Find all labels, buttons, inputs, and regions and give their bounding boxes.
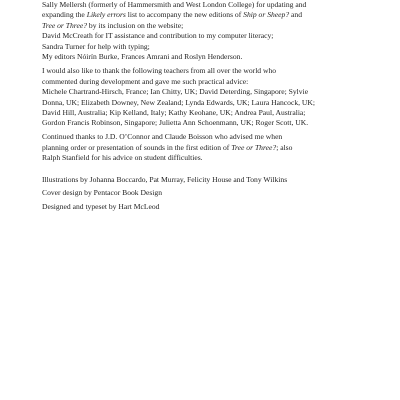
- text-line: Continued thanks to J.D. O’Connor and Claude Boisson who advised me when: [42, 132, 283, 142]
- text-line: David Hill, Australia; Kip Kelland, Italy; Kathy Keohane, UK; Andrea Paul, Australia;: [42, 108, 306, 118]
- text-line: My editors Nóirín Burke, Frances Amrani and Roslyn Henderson.: [42, 52, 243, 62]
- text-line: commented during development and gave me such practical advice:: [42, 76, 249, 86]
- text-line: Sandra Turner for help with typing;: [42, 41, 150, 51]
- section-spacer: [42, 164, 382, 173]
- text-line-part: and: [289, 10, 303, 20]
- book-title-ship-or-sheep: Ship or Sheep?: [243, 10, 290, 20]
- continued-thanks: [42, 132, 382, 163]
- text-line: Donna, UK; Elizabeth Downey, New Zealand; Lynda Edwards, UK; Laura Hancock, UK;: [42, 97, 316, 107]
- production-credits: [42, 173, 382, 214]
- teachers-acknowledgement: [42, 66, 382, 129]
- text-line-part: expanding the: [42, 10, 87, 20]
- text-line: David McCreath for IT assistance and contribution to my computer literacy;: [42, 31, 274, 41]
- text-line-part: by its inclusion on the website;: [87, 20, 184, 30]
- cover-design-credit: Cover design by Pentacor Book Design: [42, 188, 163, 198]
- acknowledgements-page: [42, 0, 382, 213]
- book-title-tree-or-three: Tree or Three?: [42, 20, 87, 30]
- text-line-part: ; also: [276, 142, 293, 152]
- sally-mellersh-acknowledgement: [42, 0, 382, 63]
- illustrations-credit: Illustrations by Johanna Boccardo, Pat Murray, Felicity House and Tony Wilkins: [42, 174, 288, 184]
- text-line: [42, 0, 382, 10]
- text-line-part: list to accompany the new editions of: [125, 10, 244, 20]
- text-line-part: Sally Mellersh (formerly of Hammersmith and West London College) for updating and: [42, 0, 307, 9]
- text-line-part: planning order or presentation of sounds in the first edition of: [42, 142, 232, 152]
- text-line: Ralph Stanfield for his advice on student difficulties.: [42, 153, 203, 163]
- typesetting-credit: Designed and typeset by Hart McLeod: [42, 201, 160, 211]
- book-title-likely-errors: Likely errors: [86, 10, 126, 20]
- text-line: I would also like to thank the following teachers from all over the world who: [42, 66, 277, 76]
- text-line: [42, 10, 382, 20]
- book-title-tree-or-three: Tree or Three?: [231, 142, 277, 152]
- text-line: [42, 143, 382, 153]
- text-line: Gordon Francis Robinson, Singapore; Julietta Ann Schoenmann, UK; Roger Scott, UK.: [42, 118, 309, 128]
- text-line: Michele Chartrand-Hirsch, France; Ian Chitty, UK; David Deterding, Singapore; Sylvie: [42, 87, 309, 97]
- text-line: [42, 21, 382, 31]
